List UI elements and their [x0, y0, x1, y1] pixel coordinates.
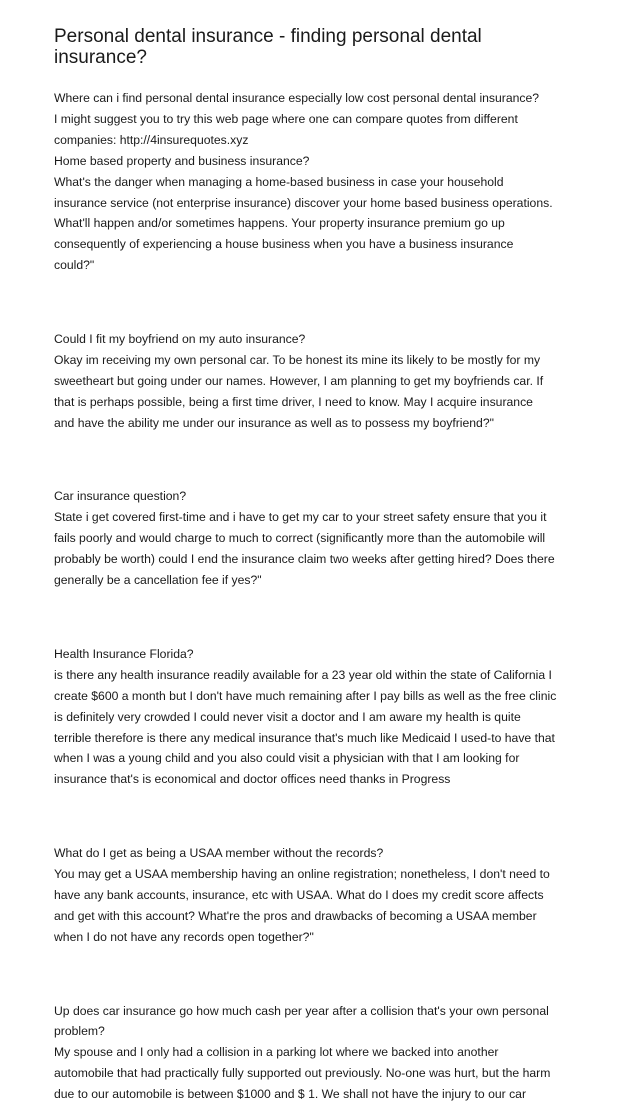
text-line: You may get a USAA membership having an online registration; nonetheless, I don't need to [54, 867, 550, 882]
paragraph-gap [54, 964, 594, 985]
text-line: when I do not have any records open together?" [54, 929, 314, 944]
text-line: when I was a young child and you also could visit a physician with that I am looking for [54, 751, 520, 766]
text-line: What'll happen and/or sometimes happens. Your property insurance premium go up [54, 216, 505, 231]
text-line: due to our automobile is between $1000 and $ 1. We shall not have the injury to our car [54, 1087, 527, 1102]
text-line: problem? [54, 1024, 105, 1039]
text-line: generally be a cancellation fee if yes?" [54, 573, 262, 588]
text-line: terrible therefore is there any medical insurance that's much like Medicaid I used-to have that [54, 730, 555, 745]
text-line: and have the ability me under our insurance as well as to possess my boyfriend?" [54, 415, 494, 430]
text-line: Home based property and business insurance? [54, 153, 310, 168]
text-line: insurance service (not enterprise insurance) discover your home based business operations. [54, 195, 553, 210]
document-body [54, 88, 594, 1105]
text-line: My spouse and I only had a collision in a parking lot where we backed into another [54, 1045, 499, 1060]
title-line: insurance? [54, 47, 147, 68]
text-line: fails poorly and would charge to much to correct (significantly more than the automobile will [54, 531, 546, 546]
text-line: What do I get as being a USAA member without the records? [54, 846, 384, 861]
text-line: automobile that had practically fully supported out previously. No-one was hurt, but the harm [54, 1066, 551, 1081]
text-line: sweetheart but going under our names. However, I am planning to get my boyfriends car. If [54, 373, 544, 388]
text-line: consequently of experiencing a house business when you have a business insurance [54, 237, 514, 252]
text-line: Okay im receiving my own personal car. To be honest its mine its likely to be mostly for my [54, 352, 541, 367]
paragraph-gap [54, 607, 594, 628]
document-title [54, 26, 594, 68]
text-line: and get with this account? What're the pros and drawbacks of becoming a USAA member [54, 908, 537, 923]
paragraph-gap [54, 292, 594, 313]
text-line: insurance that's is economical and doctor offices need thanks in Progress [54, 772, 451, 787]
text-line: Where can i find personal dental insurance especially low cost personal dental insurance? [54, 91, 540, 105]
text-line: Car insurance question? [54, 489, 187, 504]
text-line: have any bank accounts, insurance, etc with USAA. What do I does my credit score affects [54, 887, 544, 902]
text-line: What's the danger when managing a home-based business in case your household [54, 174, 504, 189]
text-line: companies: http://4insurequotes.xyz [54, 132, 249, 147]
text-line: Health Insurance Florida? [54, 646, 194, 661]
text-line: State i get covered first-time and i have to get my car to your street safety ensure that you it [54, 510, 547, 525]
text-line: is there any health insurance readily available for a 23 year old within the state of California I [54, 667, 552, 682]
text-line: I might suggest you to try this web page where one can compare quotes from different [54, 111, 518, 126]
text-line: Up does car insurance go how much cash per year after a collision that's your own personal [54, 1003, 549, 1018]
paragraph-gap [54, 450, 594, 471]
text-line: is definitely very crowded I could never visit a doctor and I am aware my health is quite [54, 709, 521, 724]
text-line: probably be worth) could I end the insurance claim two weeks after getting hired? Does there [54, 552, 555, 567]
text-line: could?" [54, 258, 95, 273]
text-line: that is perhaps possible, being a first time driver, I need to know. May I acquire insurance [54, 394, 533, 409]
title-line: Personal dental insurance - finding personal dental [54, 26, 482, 47]
text-line: Could I fit my boyfriend on my auto insurance? [54, 332, 306, 347]
text-line: create $600 a month but I don't have much remaining after I pay bills as well as the free clinic [54, 688, 557, 703]
paragraph-gap [54, 806, 594, 827]
document-page [54, 26, 594, 1105]
